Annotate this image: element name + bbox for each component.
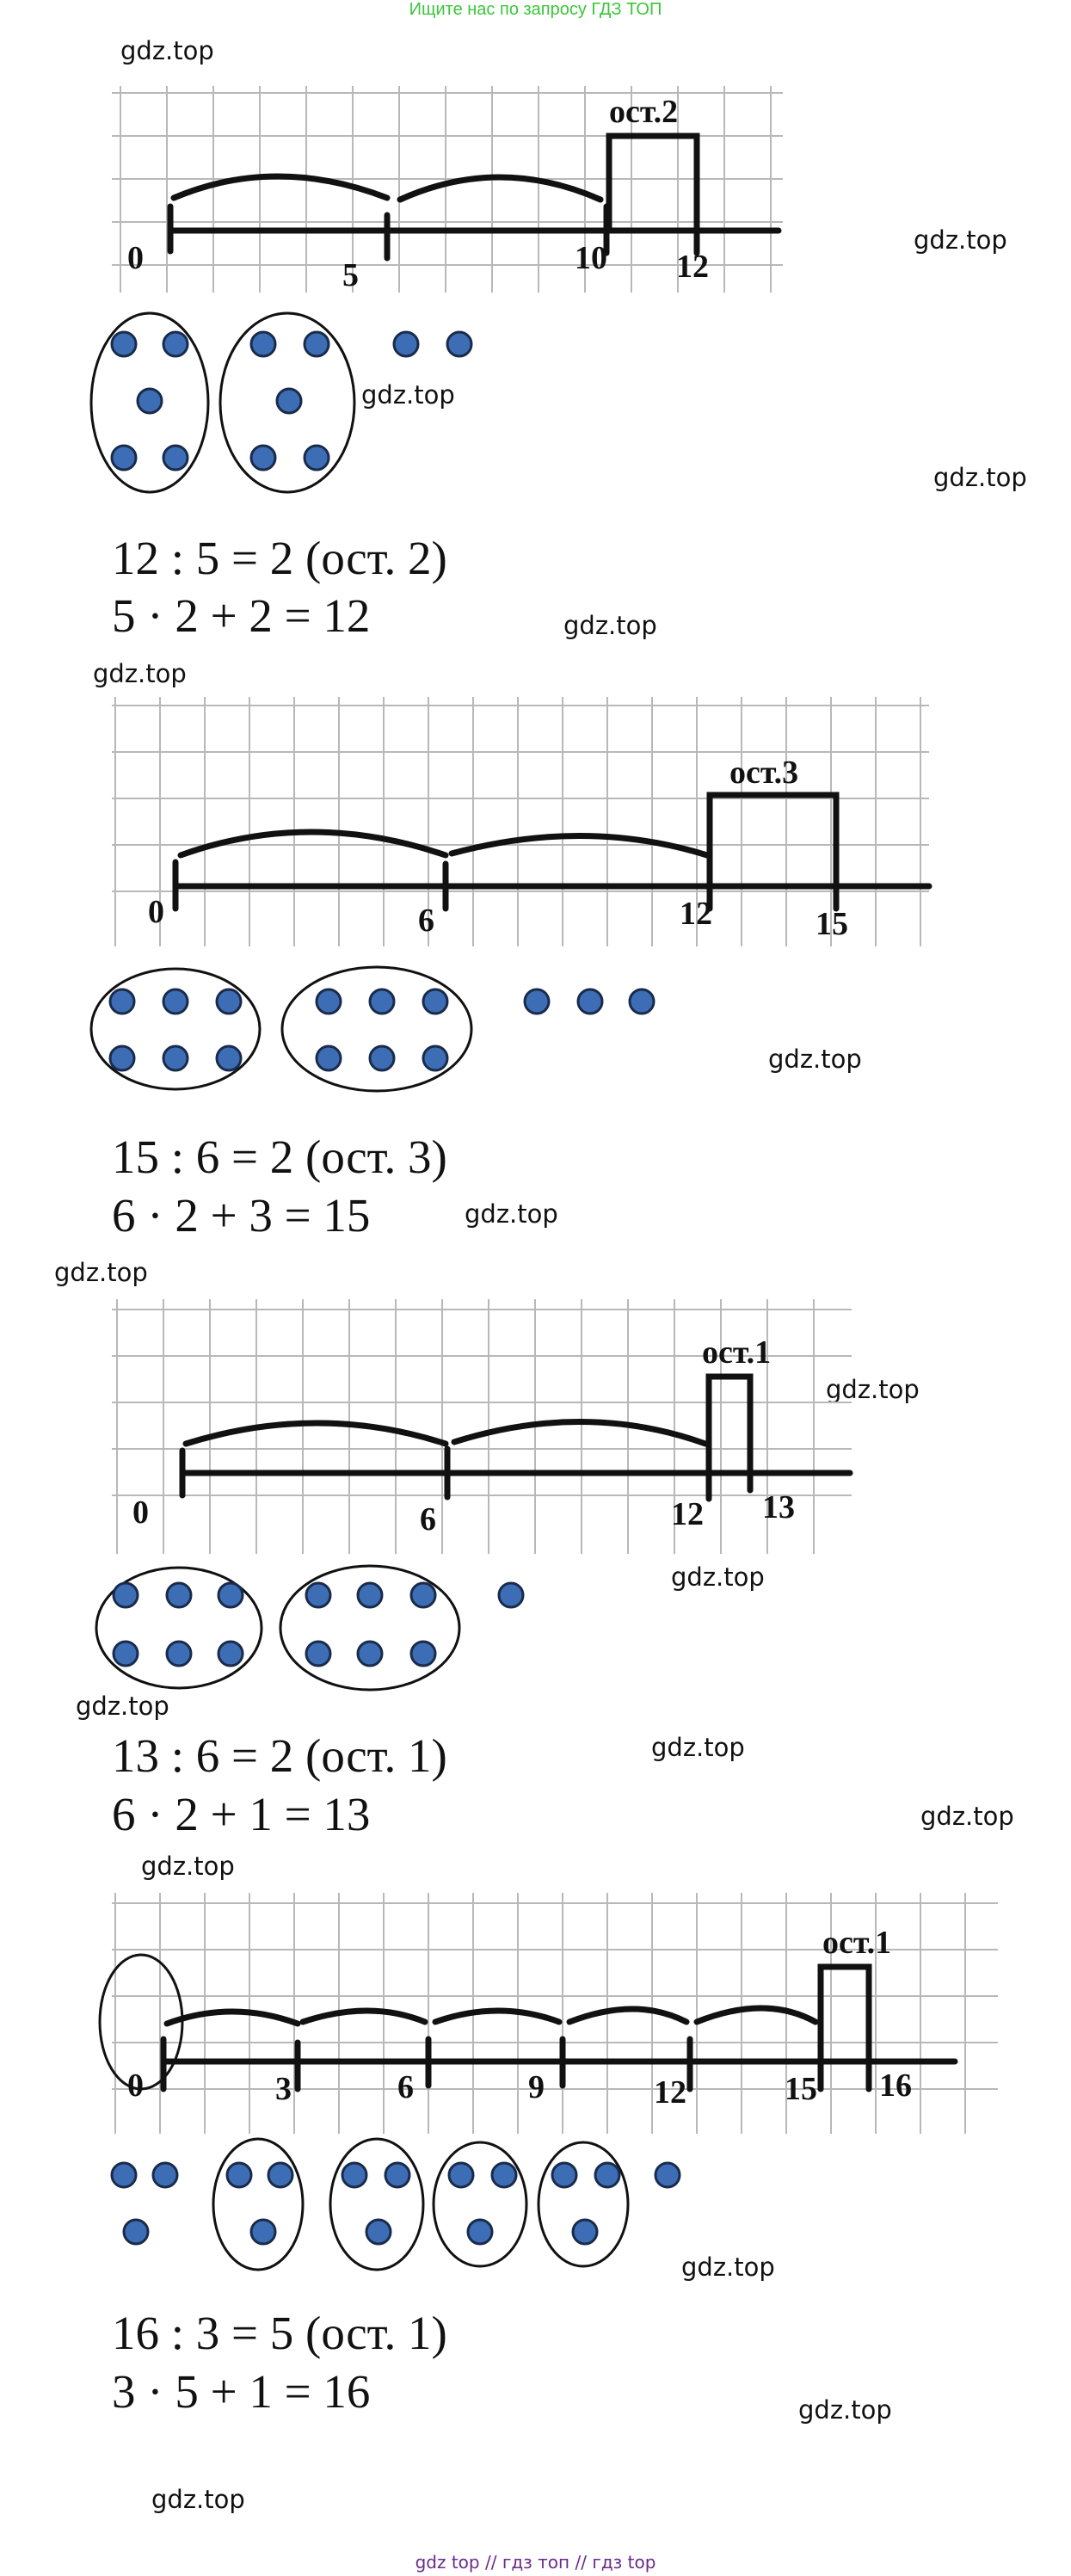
watermark: gdz.top [76, 1692, 169, 1721]
dot-groups-1 [86, 310, 551, 508]
dots [110, 989, 654, 1070]
jump-arc [454, 1421, 705, 1444]
tick-label: 0 [127, 2068, 144, 2104]
tick-label: 9 [528, 2069, 545, 2105]
footer-link[interactable]: гдз top [592, 2552, 656, 2573]
search-note: Ищите нас по запросу ГДЗ ТОП [409, 0, 662, 19]
dots [112, 2163, 680, 2244]
tick-label: 10 [575, 240, 607, 276]
watermark: gdz.top [361, 380, 455, 410]
dots [114, 1583, 523, 1666]
watermark: gdz.top [671, 1562, 765, 1592]
group-oval [282, 967, 471, 1091]
remainder-box [609, 136, 697, 231]
tick-label: 12 [680, 896, 712, 932]
watermark: gdz.top [93, 659, 187, 688]
jump-arc [697, 2008, 816, 2022]
tick-label: 3 [275, 2071, 292, 2107]
watermark: gdz.top [768, 1045, 862, 1074]
tick-label: 6 [397, 2069, 414, 2105]
watermark: gdz.top [54, 1258, 148, 1287]
remainder-label: ост.2 [609, 94, 679, 130]
watermark: gdz.top [120, 36, 214, 65]
remainder-label: ост.1 [822, 1925, 892, 1961]
tick-label: 6 [420, 1501, 436, 1538]
watermark: gdz.top [141, 1852, 235, 1881]
watermark: gdz.top [933, 463, 1027, 492]
group-oval [330, 2139, 423, 2270]
check-equation: 5 · 2 + 2 = 12 [112, 589, 371, 642]
jump-arc [303, 2011, 425, 2022]
number-line-diagram-1 [103, 86, 791, 310]
dot-groups-3 [86, 1557, 568, 1704]
dot-groups-2 [86, 964, 671, 1110]
jump-arc [400, 177, 600, 200]
footer-separator: // [575, 2552, 587, 2573]
division-equation: 12 : 5 = 2 (ост. 2) [112, 532, 447, 584]
tick-label: 15 [785, 2071, 817, 2107]
footer-separator: // [484, 2552, 497, 2573]
watermark: gdz.top [151, 2485, 245, 2514]
tick-label: 12 [676, 249, 709, 285]
division-equation: 16 : 3 = 5 (ост. 1) [112, 2307, 447, 2359]
tick-label: 12 [654, 2074, 686, 2111]
group-oval [213, 2139, 303, 2270]
division-equation: 15 : 6 = 2 (ост. 3) [112, 1131, 447, 1183]
dots [112, 332, 471, 470]
tick-label: 5 [342, 257, 359, 293]
watermark: gdz.top [798, 2395, 892, 2425]
watermark: gdz.top [826, 1375, 920, 1404]
number-line-diagram-3 [103, 1299, 860, 1557]
remainder-label: ост.3 [729, 755, 799, 791]
group-oval [434, 2142, 526, 2266]
remainder-box [709, 1377, 750, 1473]
watermark: gdz.top [920, 1802, 1014, 1831]
number-line-diagram-4 [95, 1893, 1006, 2151]
division-equation: 13 : 6 = 2 (ост. 1) [112, 1729, 447, 1782]
remainder-box [710, 795, 836, 886]
footer-link[interactable]: gdz top [415, 2552, 480, 2573]
dot-groups-4 [86, 2134, 705, 2280]
watermark: gdz.top [681, 2252, 775, 2282]
tick-label: 0 [148, 894, 164, 930]
tick-label: 12 [671, 1496, 704, 1532]
tick-label: 6 [418, 903, 434, 939]
tick-label: 0 [127, 240, 144, 276]
remainder-box [821, 1967, 869, 2061]
tick-label: 15 [816, 906, 848, 942]
watermark: gdz.top [563, 611, 657, 640]
tick-label: 16 [879, 2068, 912, 2104]
check-equation: 6 · 2 + 3 = 15 [112, 1189, 371, 1242]
tick-label: 13 [762, 1489, 795, 1525]
group-oval [539, 2142, 628, 2266]
tick-label: 0 [132, 1494, 149, 1531]
jump-arc [569, 2009, 686, 2022]
remainder-label: ост.1 [702, 1334, 772, 1371]
footer-link[interactable]: гдз топ [502, 2552, 570, 2573]
watermark: gdz.top [914, 225, 1007, 255]
check-equation: 6 · 2 + 1 = 13 [112, 1788, 371, 1840]
watermark: gdz.top [465, 1199, 558, 1229]
jump-arc [167, 2012, 298, 2024]
number-line-diagram-2 [103, 697, 938, 955]
watermark: gdz.top [651, 1733, 745, 1762]
jump-arc [181, 832, 446, 855]
footer-links [0, 2552, 1071, 2573]
grid [112, 697, 929, 946]
jump-arc [186, 1423, 446, 1444]
jump-arc [435, 2011, 559, 2022]
check-equation: 3 · 5 + 1 = 16 [112, 2365, 371, 2418]
